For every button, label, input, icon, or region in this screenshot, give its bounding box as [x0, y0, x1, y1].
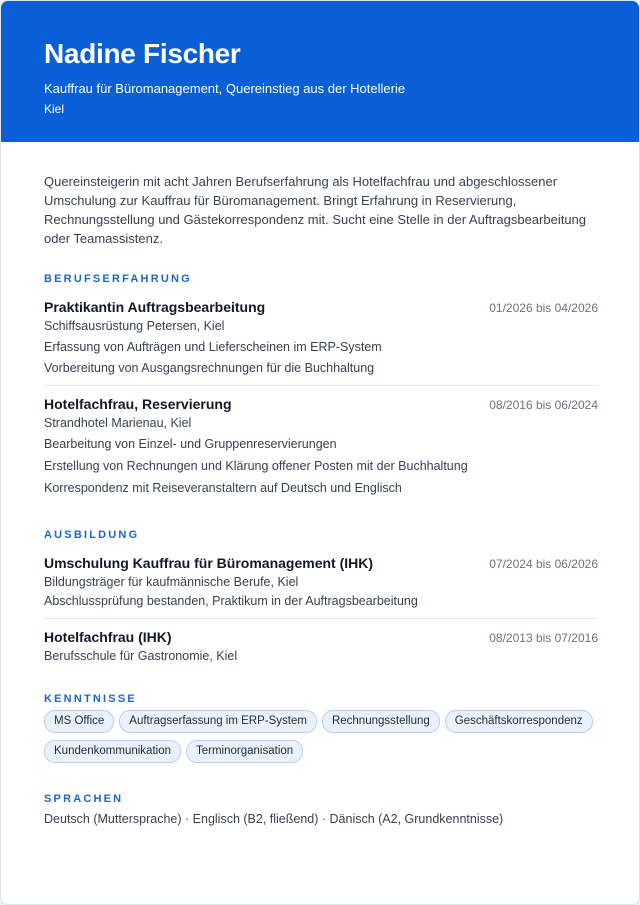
- entry-date: 07/2024 bis 06/2026: [489, 557, 598, 571]
- candidate-subtitle: Kauffrau für Büromanagement, Quereinstieg aus der Hotellerie: [44, 81, 406, 96]
- profile-summary: Quereinsteigerin mit acht Jahren Berufserfahrung als Hotelfachfrau und abgeschlossener Umschulung zur Kauffrau für Büromanagement. Bringt Erfahrung in Reservierung, Rechnungsstellung und Gästekorrespondenz mit. Sucht eine Stelle in der Auftragsbearbeitung oder Teamassistenz.: [44, 174, 587, 246]
- experience-entry: [44, 395, 596, 497]
- entry-title: Hotelfachfrau (IHK): [44, 629, 172, 645]
- entry-organization: Schiffsausrüstung Petersen, Kiel: [44, 319, 225, 333]
- education-entry: [44, 554, 596, 619]
- entry-bullet: Bearbeitung von Einzel- und Gruppenreservierungen: [44, 437, 337, 451]
- section-title-experience: BERUFSERFAHRUNG: [44, 273, 192, 285]
- section-title-skills: KENNTNISSE: [44, 693, 137, 705]
- section-title-education: AUSBILDUNG: [44, 529, 140, 541]
- entry-date: 08/2013 bis 07/2016: [489, 631, 598, 645]
- education-entry: [44, 628, 596, 665]
- languages-list: Deutsch (Muttersprache) · Englisch (B2, fließend) · Dänisch (A2, Grundkenntnisse): [44, 812, 504, 826]
- resume-content: [1, 142, 639, 828]
- entry-title: Praktikantin Auftragsbearbeitung: [44, 299, 266, 315]
- skill-chip: Kundenkommunikation: [44, 740, 181, 763]
- resume-header: [1, 1, 639, 142]
- experience-entry: [44, 298, 596, 386]
- entry-bullet: Erstellung von Rechnungen und Klärung offener Posten mit der Buchhaltung: [44, 459, 468, 473]
- skill-chip: Auftragserfassung im ERP-System: [119, 710, 317, 733]
- entry-organization: Berufsschule für Gastronomie, Kiel: [44, 649, 238, 663]
- entry-title: Umschulung Kauffrau für Büromanagement (IHK): [44, 555, 374, 571]
- entry-date: 01/2026 bis 04/2026: [489, 301, 598, 315]
- skill-chips: [44, 710, 604, 770]
- entry-bullet: Korrespondenz mit Reiseveranstaltern auf Deutsch und Englisch: [44, 481, 402, 495]
- entry-organization: Bildungsträger für kaufmännische Berufe, Kiel: [44, 575, 299, 589]
- entry-title: Hotelfachfrau, Reservierung: [44, 396, 232, 412]
- candidate-location: Kiel: [44, 102, 65, 116]
- skill-chip: MS Office: [44, 710, 114, 733]
- skill-chip: Rechnungsstellung: [322, 710, 440, 733]
- entry-bullet: Erfassung von Aufträgen und Lieferscheinen im ERP-System: [44, 340, 382, 354]
- entry-organization: Strandhotel Marienau, Kiel: [44, 416, 192, 430]
- section-title-languages: SPRACHEN: [44, 793, 124, 805]
- skill-chip: Geschäftskorrespondenz: [445, 710, 593, 733]
- entry-note: Abschlussprüfung bestanden, Praktikum in der Auftragsbearbeitung: [44, 594, 418, 608]
- entry-divider: [44, 385, 598, 386]
- skill-chip: Terminorganisation: [186, 740, 303, 763]
- entry-bullet: Vorbereitung von Ausgangsrechnungen für die Buchhaltung: [44, 361, 375, 375]
- entry-date: 08/2016 bis 06/2024: [489, 398, 598, 412]
- candidate-name: Nadine Fischer: [44, 38, 241, 69]
- entry-divider: [44, 618, 598, 619]
